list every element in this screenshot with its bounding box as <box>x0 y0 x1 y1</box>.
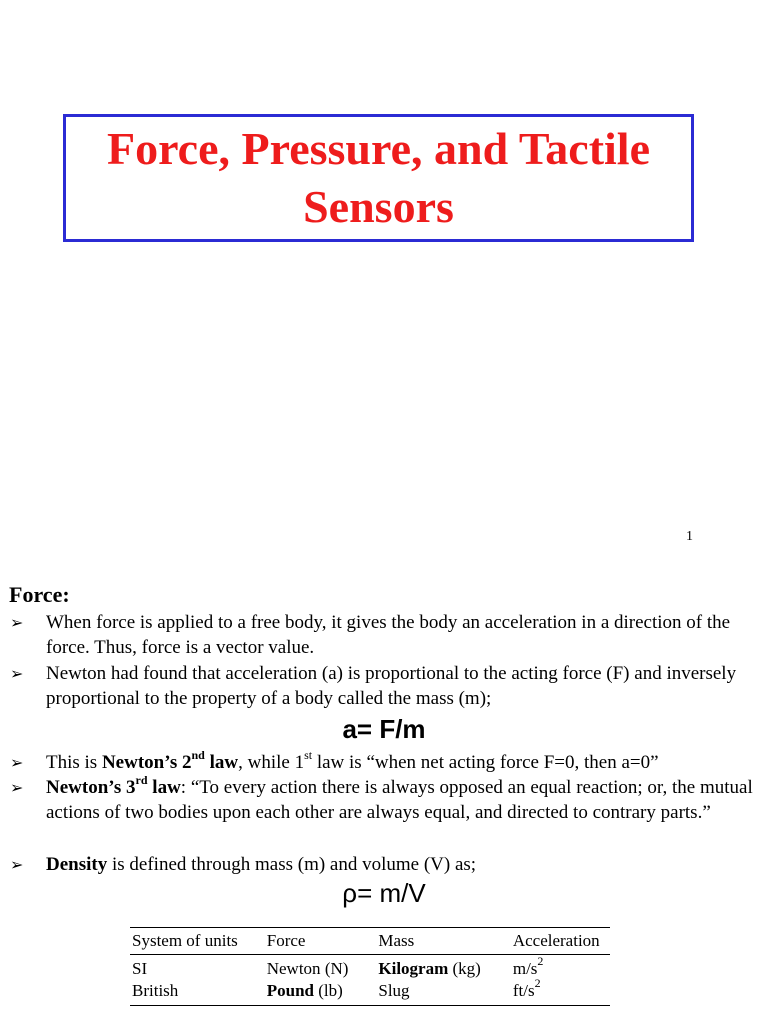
content-slide <box>0 576 768 1024</box>
arrow-bullet-icon: ➢ <box>10 753 24 772</box>
formula-density: ρ= m/V <box>342 878 426 908</box>
table-header-row <box>130 928 610 955</box>
header-system: System of units <box>132 931 238 950</box>
arrow-bullet-icon: ➢ <box>10 855 24 874</box>
table-row <box>130 980 610 1006</box>
arrow-bullet-icon: ➢ <box>10 664 24 683</box>
bullet-text: Newton’s 3rd law: “To every action there is always opposed an equal reaction; or, the mutual actions of two bodies upon each other are always equal, and directed to contrary parts.” <box>46 772 753 823</box>
section-heading: Force: <box>9 582 70 607</box>
cell-force: Pound (lb) <box>266 981 343 1000</box>
cell-system: SI <box>132 959 148 978</box>
header-force: Force <box>266 931 306 950</box>
formula-newton-second-law: a= F/m <box>342 714 426 744</box>
cell-force: Newton (N) <box>266 959 349 978</box>
arrow-bullet-icon: ➢ <box>10 613 24 632</box>
bullet-text: This is Newton’s 2nd law, while 1st law is “when net acting force F=0, then a=0” <box>46 747 659 773</box>
cell-mass: Kilogram (kg) <box>378 959 481 978</box>
title-line-2: Sensors <box>303 181 454 232</box>
title-line-1: Force, Pressure, and Tactile <box>106 123 650 174</box>
units-table <box>130 927 610 1006</box>
cell-acceleration: $ft/s^2$ <box>512 976 541 1000</box>
cell-acceleration: $m/s^2$ <box>512 954 544 978</box>
title-box <box>63 114 694 242</box>
cell-system: British <box>132 981 179 1000</box>
bullet-text: Newton had found that acceleration (a) is proportional to the acting force (F) and inversely proportional to the property of a body called the mass (m); <box>46 663 737 709</box>
arrow-bullet-icon: ➢ <box>10 778 24 797</box>
cell-mass: Slug <box>378 981 410 1000</box>
header-acceleration: Acceleration <box>512 931 600 950</box>
page-number: 1 <box>686 529 693 544</box>
header-mass: Mass <box>378 931 415 950</box>
bullet-text: When force is applied to a free body, it gives the body an acceleration in a direction of the force. Thus, force is a vector value. <box>46 612 731 658</box>
bullet-text: Density is defined through mass (m) and volume (V) as; <box>46 854 477 875</box>
